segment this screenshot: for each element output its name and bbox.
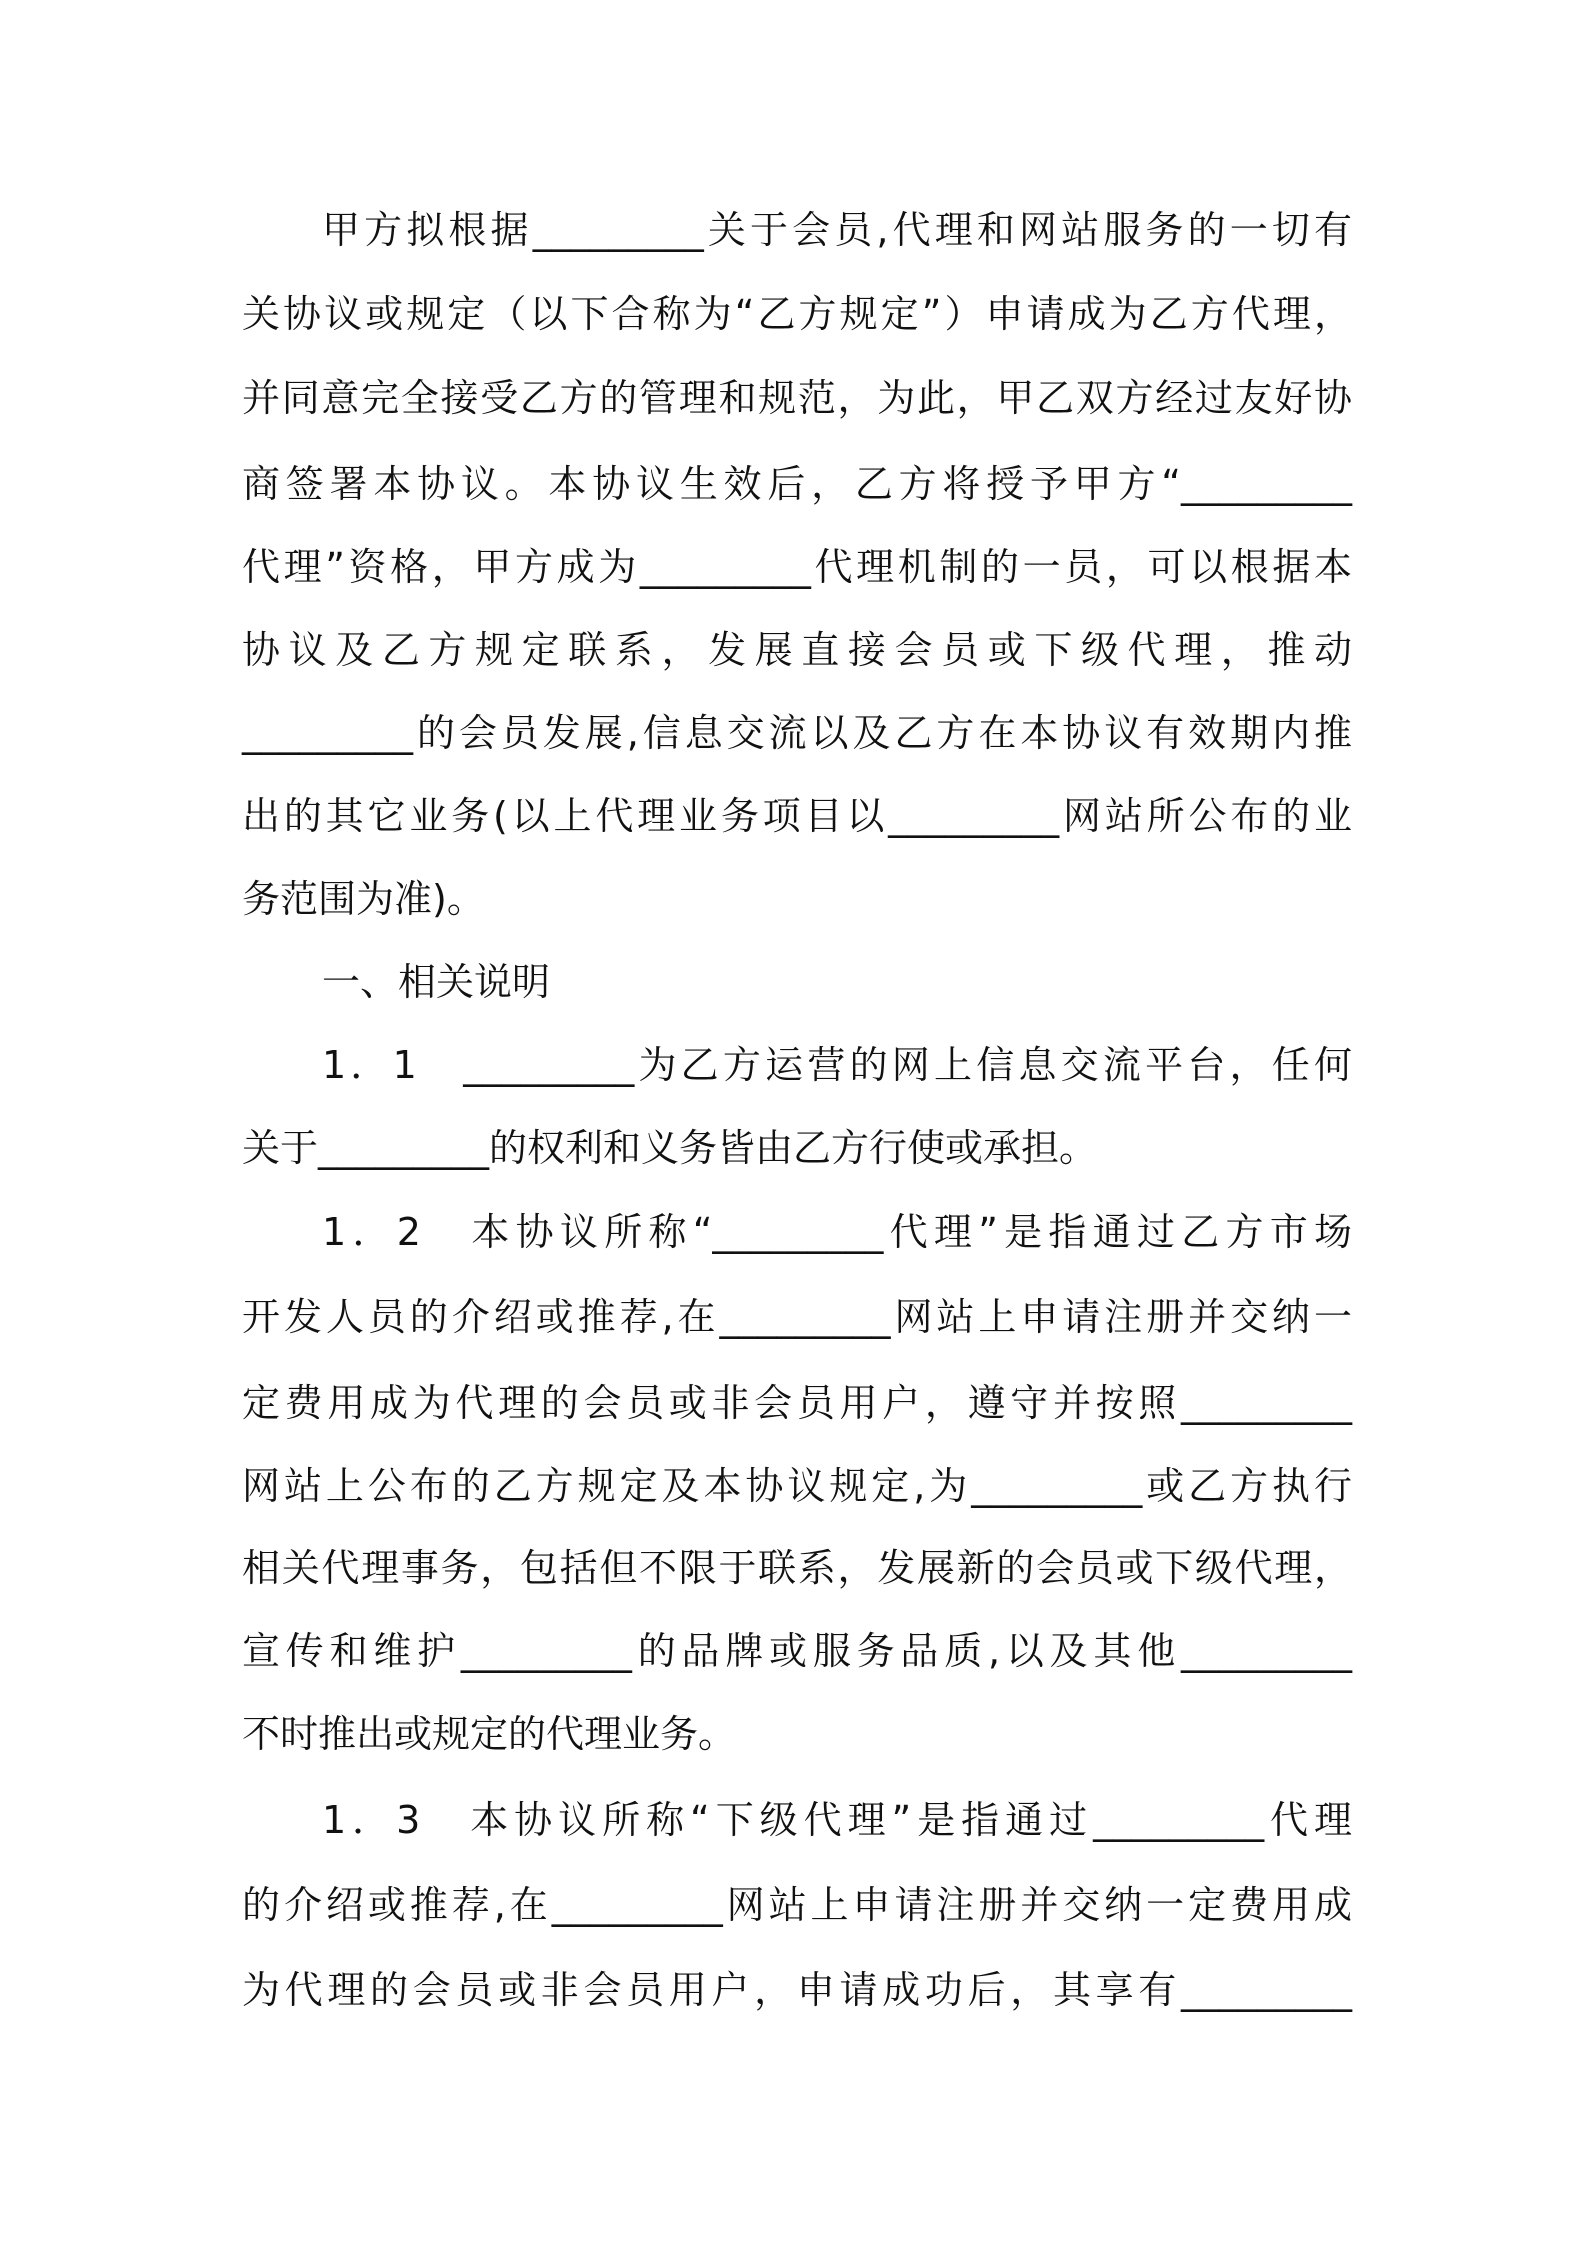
paragraph-1-line-3: 并同意完全接受乙方的管理和规范，为此，甲乙双方经过友好协 bbox=[242, 376, 1352, 420]
clause-1-2-line-4: 网站上公布的乙方规定及本协议规定,为_________或乙方执行 bbox=[242, 1464, 1352, 1508]
paragraph-1-line-6: 协议及乙方规定联系，发展直接会员或下级代理，推动 bbox=[242, 628, 1352, 672]
paragraph-1-line-4: 商签署本协议。本协议生效后，乙方将授予甲方“_________ bbox=[242, 462, 1352, 506]
clause-1-2-line-3: 定费用成为代理的会员或非会员用户，遵守并按照_________ bbox=[242, 1381, 1352, 1425]
clause-1-2-line-1: 1．2 本协议所称“_________代理”是指通过乙方市场 bbox=[322, 1210, 1352, 1254]
paragraph-1-line-5: 代理”资格，甲方成为_________代理机制的一员，可以根据本 bbox=[242, 545, 1352, 589]
clause-1-2-line-2: 开发人员的介绍或推荐,在_________网站上申请注册并交纳一 bbox=[242, 1295, 1352, 1339]
clause-1-2-line-6: 宣传和维护_________的品牌或服务品质,以及其他_________ bbox=[242, 1629, 1352, 1673]
paragraph-1-line-9: 务范围为准)。 bbox=[242, 877, 485, 921]
paragraph-1-line-2: 关协议或规定（以下合称为“乙方规定”）申请成为乙方代理， bbox=[242, 292, 1352, 336]
clause-1-3-line-3: 为代理的会员或非会员用户，申请成功后，其享有_________ bbox=[242, 1968, 1352, 2012]
section-heading: 一、相关说明 bbox=[322, 960, 551, 1004]
clause-1-2-line-5: 相关代理事务，包括但不限于联系，发展新的会员或下级代理， bbox=[242, 1546, 1352, 1590]
clause-1-3-line-1: 1．3 本协议所称“下级代理”是指通过_________代理 bbox=[322, 1798, 1352, 1842]
paragraph-1-line-1: 甲方拟根据_________关于会员,代理和网站服务的一切有 bbox=[322, 208, 1352, 252]
clause-1-2-line-7: 不时推出或规定的代理业务。 bbox=[242, 1712, 737, 1756]
clause-1-3-line-2: 的介绍或推荐,在_________网站上申请注册并交纳一定费用成 bbox=[242, 1883, 1352, 1927]
clause-1-1-line-2: 关于_________的权利和义务皆由乙方行使或承担。 bbox=[242, 1126, 1098, 1170]
clause-1-1-line-1: 1．1 _________为乙方运营的网上信息交流平台，任何 bbox=[322, 1043, 1352, 1087]
paragraph-1-line-7: _________的会员发展,信息交流以及乙方在本协议有效期内推 bbox=[242, 711, 1352, 755]
paragraph-1-line-8: 出的其它业务(以上代理业务项目以_________网站所公布的业 bbox=[242, 794, 1352, 838]
